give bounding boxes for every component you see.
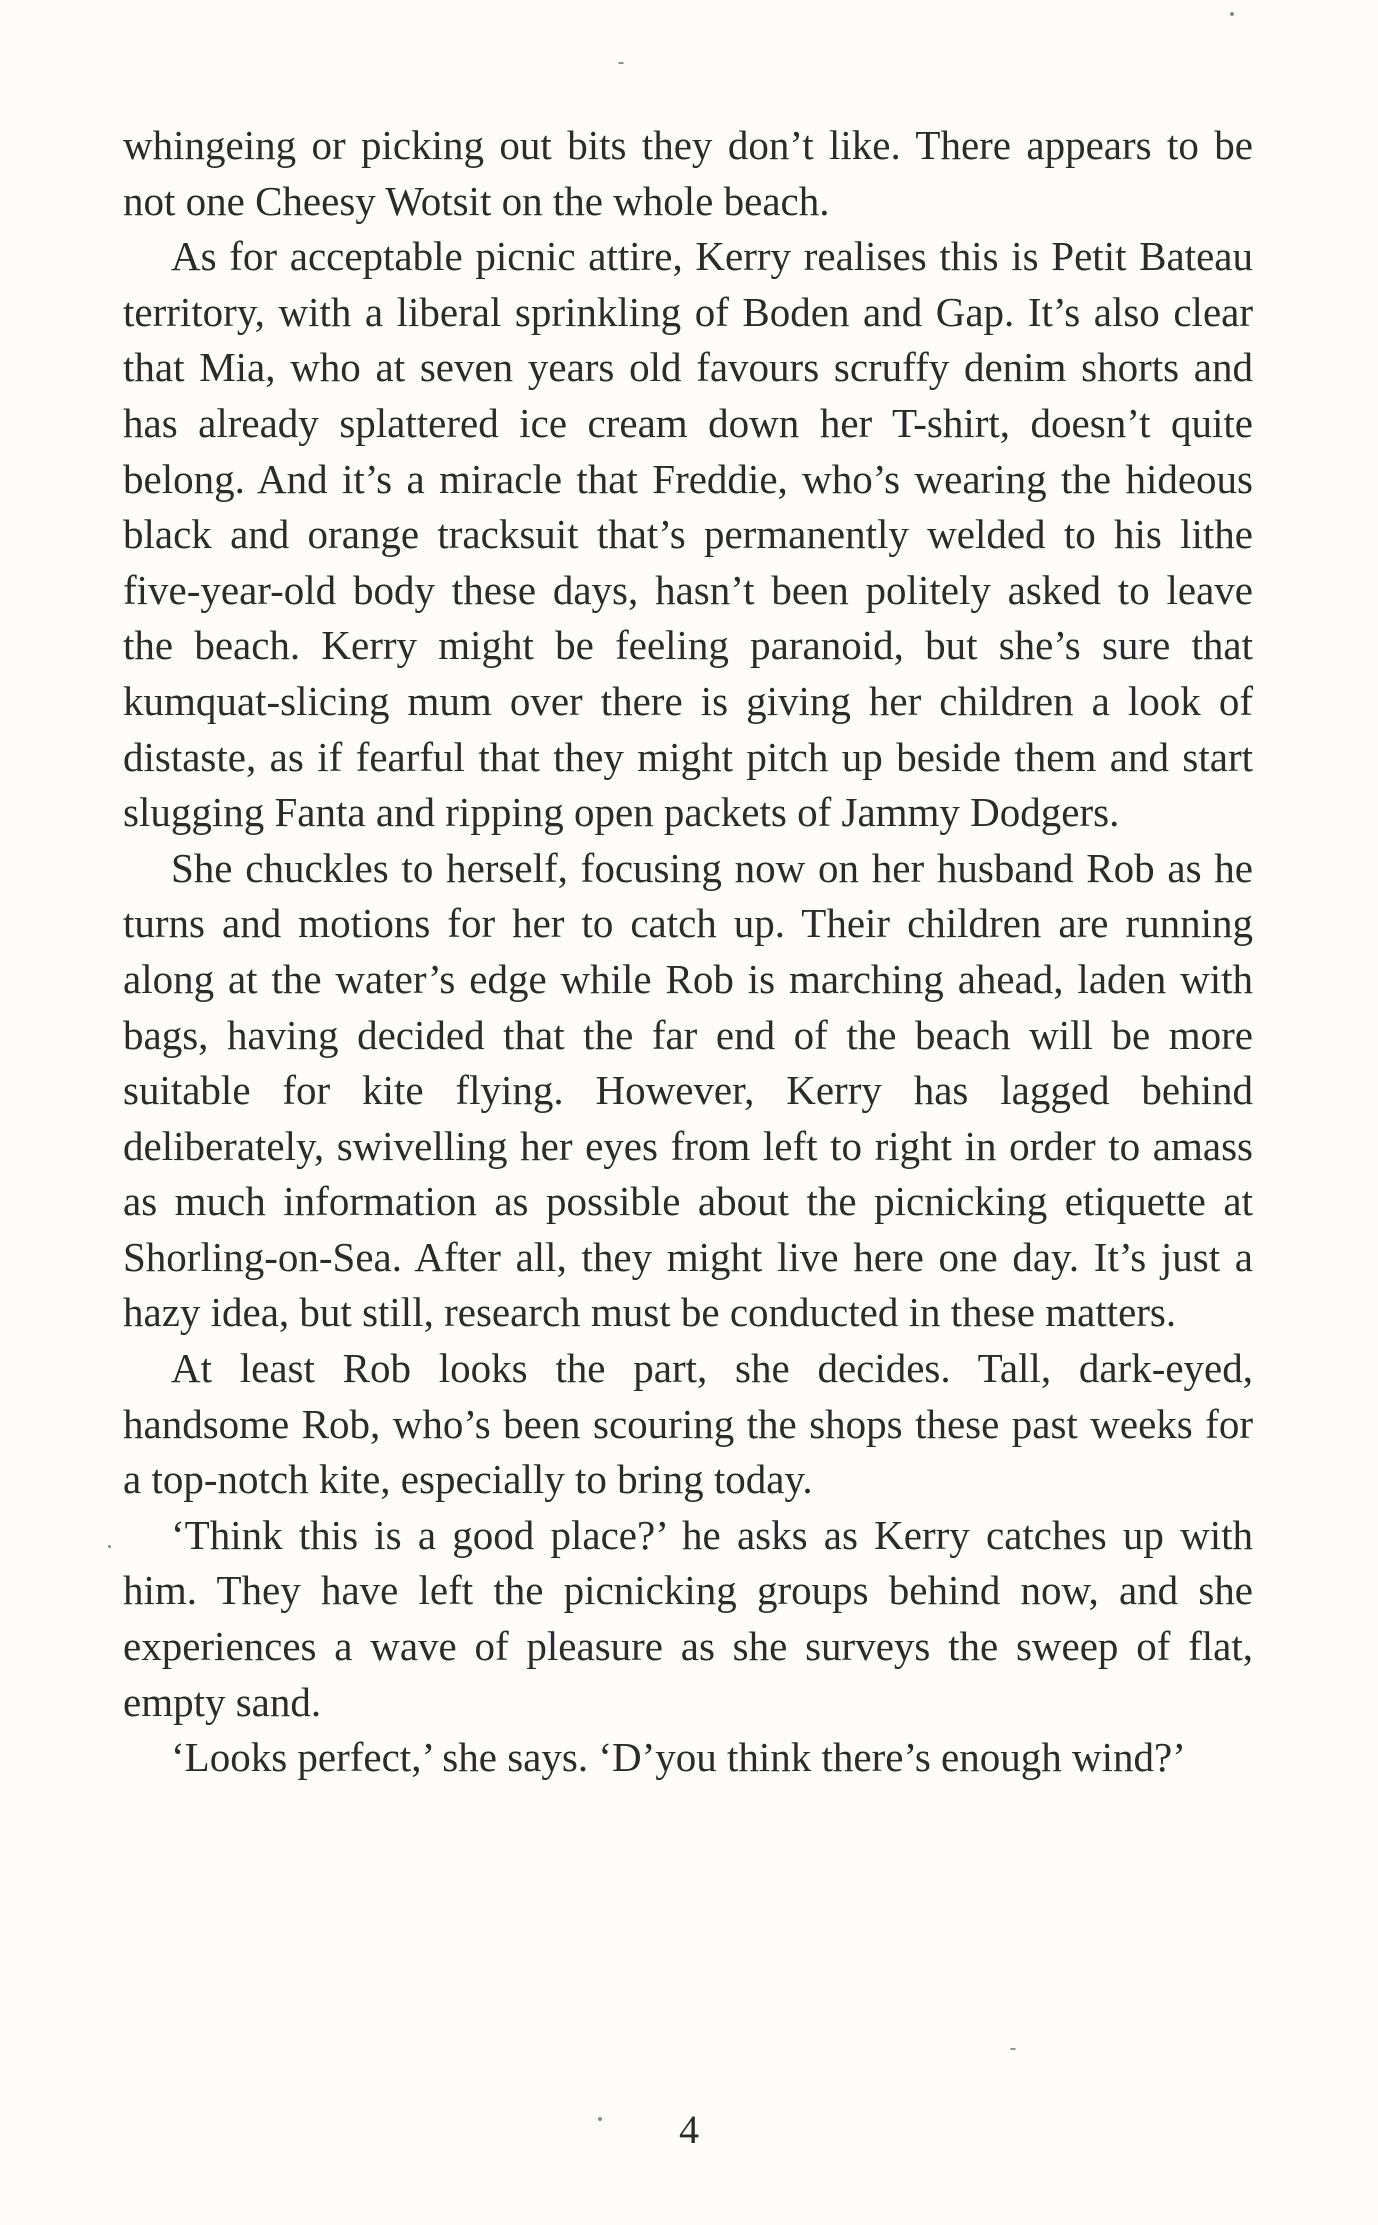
paper-speck — [1010, 2048, 1016, 2050]
paper-speck — [108, 1545, 111, 1548]
paper-speck — [598, 2117, 602, 2121]
page-number: 4 — [679, 2107, 699, 2152]
paragraph-1: whingeing or picking out bits they don’t like. There appears to be not one Cheesy Wotsit on the whole beach. — [123, 122, 1253, 224]
paragraph-5: ‘Think this is a good place?’ he asks as Kerry catches up with him. They have left the picnicking groups behind now, and she experiences a wave of pleasure as she surveys the sweep of flat, empty sand. — [123, 1511, 1253, 1725]
paragraph-4: At least Rob looks the part, she decides. Tall, dark-eyed, handsome Rob, who’s been scouring the shops these past weeks for a top-notch kite, especially to bring today. — [123, 1345, 1253, 1503]
paper-speck — [1230, 12, 1234, 16]
paragraph-6: ‘Looks perfect,’ she says. ‘D’you think there’s enough wind?’ — [171, 1734, 1186, 1781]
paragraph-2: As for acceptable picnic attire, Kerry realises this is Petit Bateau territory, with a liberal sprinkling of Boden and Gap. It’s also clear that Mia, who at seven years old favours scruffy denim shorts and has already splattered ice cream down her T-shirt, doesn’t quite belong. And it’s a miracle that Freddie, who’s wearing the hideous black and orange tracksuit that’s permanently welded to his lithe five-year-old body these days, hasn’t been politely asked to leave the beach. Kerry might be feeling paranoid, but she’s sure that kumquat-slicing mum over there is giving her children a look of distaste, as if fearful that they might pitch up beside them and start slugging Fanta and ripping open packets of Jammy Dodgers. — [123, 233, 1253, 836]
paragraph-3: She chuckles to herself, focusing now on her husband Rob as he turns and motions for her to catch up. Their children are running along at the water’s edge while Rob is marching ahead, laden with bags, having decided that the far end of the beach will be more suitable for kite flying. However, Kerry has lagged behind deliberately, swivelling her eyes from left to right in order to amass as much information as possible about the picnicking etiquette at Shorling-on-Sea. After all, they might live here one day. It’s just a hazy idea, but still, research must be conducted in these matters. — [123, 844, 1253, 1336]
body-text — [123, 118, 1253, 1786]
paper-speck — [618, 62, 624, 64]
